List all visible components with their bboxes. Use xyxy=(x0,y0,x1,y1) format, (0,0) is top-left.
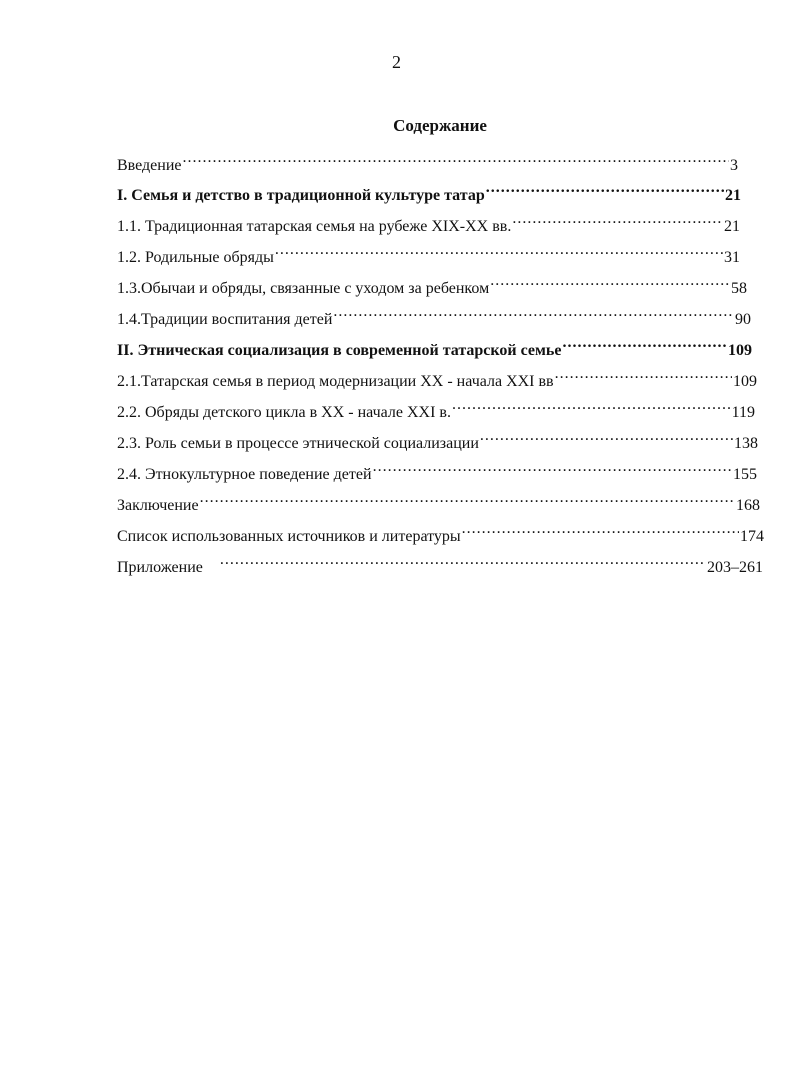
toc-entry-label: 1.3.Обычаи и обряды, связанные с уходом за ребенком xyxy=(117,280,490,297)
dot-leader xyxy=(200,486,735,510)
dot-leader xyxy=(512,207,723,231)
dot-leader xyxy=(275,238,723,262)
page-number: 2 xyxy=(392,52,401,72)
toc-entry-page: 203–261 xyxy=(707,559,763,576)
toc-entry-page: 58 xyxy=(731,280,747,297)
toc-entry-label: 2.4. Этнокультурное поведение детей xyxy=(117,466,372,483)
dot-leader xyxy=(555,362,732,386)
toc-entry-page: 168 xyxy=(736,497,760,514)
toc-entry-label: 2.1.Татарская семья в период модернизации XX - начала XXI вв xyxy=(117,373,554,390)
toc-entry-label: 1.4.Традиции воспитания детей xyxy=(117,311,333,328)
toc-entry-page: 21 xyxy=(724,218,740,235)
toc-title: Содержание xyxy=(393,116,487,135)
toc-entry-label: 1.1. Традиционная татарская семья на рубеже XIX-XX вв. xyxy=(117,218,512,235)
toc-entry-2-1[interactable] xyxy=(117,362,757,390)
toc-entry-1-3[interactable] xyxy=(117,269,747,297)
dot-leader xyxy=(220,548,706,572)
toc-entry-1-4[interactable] xyxy=(117,300,751,328)
toc-entry-conclusion[interactable] xyxy=(117,486,760,514)
toc-entry-chapter-1[interactable] xyxy=(117,176,741,204)
toc-entry-label: I. Семья и детство в традиционной культуре татар xyxy=(117,187,485,204)
toc-entry-appendix[interactable] xyxy=(117,548,763,576)
toc-entry-label: Приложение xyxy=(117,559,203,576)
toc-entry-bibliography[interactable] xyxy=(117,517,764,545)
toc-entry-1-1[interactable] xyxy=(117,207,740,235)
toc-entry-page: 3 xyxy=(730,157,738,174)
toc-entry-page: 155 xyxy=(733,466,757,483)
toc-entry-page: 138 xyxy=(734,435,758,452)
toc-entry-label: II. Этническая социализация в современной татарской семье xyxy=(117,342,562,359)
dot-leader xyxy=(183,146,730,170)
dot-leader xyxy=(562,331,727,355)
dot-leader xyxy=(452,393,731,417)
dot-leader xyxy=(333,300,734,324)
toc-entry-label: Список использованных источников и литературы xyxy=(117,528,461,545)
dot-leader xyxy=(490,269,730,293)
toc-entry-page: 174 xyxy=(740,528,764,545)
toc-entry-page: 21 xyxy=(725,187,741,204)
toc-entry-label: 2.3. Роль семьи в процессе этнической социализации xyxy=(117,435,479,452)
toc-entry-page: 90 xyxy=(735,311,751,328)
toc-entry-label: 1.2. Родильные обряды xyxy=(117,249,274,266)
toc-entry-chapter-2[interactable] xyxy=(117,331,752,359)
toc-entry-label: Введение xyxy=(117,157,182,174)
toc-entry-label: Заключение xyxy=(117,497,199,514)
toc-entry-1-2[interactable] xyxy=(117,238,740,266)
toc-entry-2-3[interactable] xyxy=(117,424,758,452)
toc-entry-page: 119 xyxy=(731,404,755,421)
toc-entry-page: 31 xyxy=(724,249,740,266)
toc-entry-2-2[interactable] xyxy=(117,393,755,421)
dot-leader xyxy=(480,424,733,448)
dot-leader xyxy=(462,517,739,541)
toc-entry-page: 109 xyxy=(733,373,757,390)
toc-entry-page: 109 xyxy=(728,342,752,359)
toc-entry-introduction[interactable] xyxy=(117,146,738,174)
toc-entry-label: 2.2. Обряды детского цикла в XX - начале XXI в. xyxy=(117,404,451,421)
dot-leader xyxy=(486,176,724,200)
dot-leader xyxy=(373,455,732,479)
toc-entry-2-4[interactable] xyxy=(117,455,757,483)
